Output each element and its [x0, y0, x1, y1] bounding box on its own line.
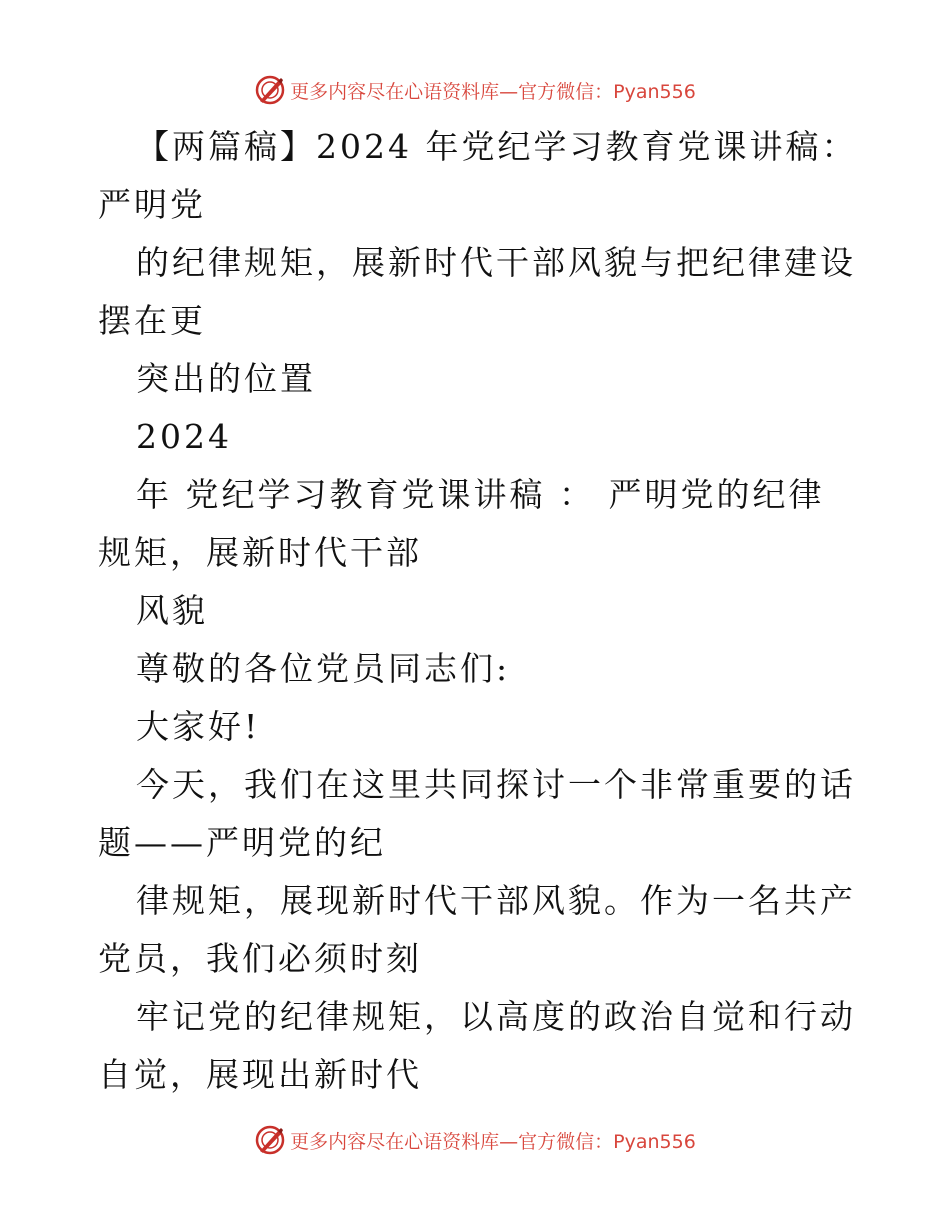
body-paragraph-3: 牢记党的纪律规矩，以高度的政治自觉和行动自觉，展现出新时代	[98, 997, 856, 1094]
title-line-3: 突出的位置	[136, 359, 316, 398]
header-watermark-banner	[0, 70, 950, 110]
title-line-1: 【两篇稿】2024 年党纪学习教育党课讲稿：严明党	[98, 127, 858, 224]
watermark-text: 更多内容尽在心语资料库—官方微信：Pyan556	[290, 1130, 696, 1153]
pen-logo-icon	[254, 1124, 286, 1156]
body-paragraph-2: 律规矩，展现新时代干部风貌。作为一名共产党员，我们必须时刻	[98, 881, 856, 978]
subtitle-line-2: 风貌	[136, 591, 208, 630]
watermark-text: 更多内容尽在心语资料库—官方微信：Pyan556	[290, 80, 696, 103]
subtitle-year: 2024	[136, 417, 232, 456]
document-body	[98, 118, 858, 1104]
salutation: 尊敬的各位党员同志们:	[136, 649, 511, 688]
greeting: 大家好!	[136, 707, 261, 746]
pen-logo-icon	[254, 74, 286, 106]
title-line-2: 的纪律规矩，展新时代干部风貌与把纪律建设摆在更	[98, 243, 856, 340]
subtitle-line-1: 年 党纪学习教育党课讲稿 ： 严明党的纪律规矩，展新时代干部	[98, 475, 825, 572]
footer-watermark-banner	[0, 1120, 950, 1160]
body-paragraph-1: 今天，我们在这里共同探讨一个非常重要的话题——严明党的纪	[98, 765, 856, 862]
